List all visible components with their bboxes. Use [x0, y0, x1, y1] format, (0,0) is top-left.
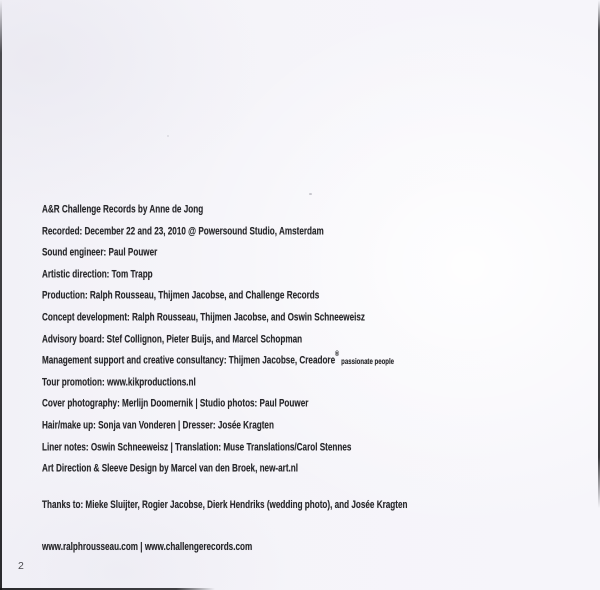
- thanks-line: [42, 495, 536, 517]
- credit-line: [42, 196, 518, 218]
- scan-edge-left: [0, 0, 2, 590]
- credit-line: [42, 390, 518, 412]
- scan-speck: [309, 193, 312, 195]
- credit-line: [42, 304, 518, 326]
- credit-text: Production: Ralph Rousseau, Thijmen Jacobse, and Challenge Records: [42, 290, 320, 303]
- scan-speck: [167, 135, 169, 137]
- credit-text: Recorded: December 22 and 23, 2010 @ Powersound Studio, Amsterdam: [42, 225, 324, 238]
- credit-small-text: passionate people: [341, 356, 395, 366]
- credit-text: A&R Challenge Records by Anne de Jong: [42, 203, 204, 216]
- credit-text: Management support and creative consultancy: Thijmen Jacobse, Creadore: [42, 354, 336, 367]
- credit-line: [42, 326, 518, 348]
- websites-text: www.ralphrousseau.com | www.challengerecords.com: [42, 541, 253, 553]
- thanks-text: Thanks to: Mieke Sluijter, Rogier Jacobse, Dierk Hendriks (wedding photo), and Josée Kragten: [42, 499, 408, 511]
- credit-text: Liner notes: Oswin Schneeweisz | Translation: Muse Translations/Carol Stennes: [42, 441, 352, 454]
- credit-text: Tour promotion: www.kikproductions.nl: [42, 376, 196, 389]
- credits-list: [42, 196, 518, 477]
- credit-line: [42, 218, 518, 240]
- credit-line: [42, 282, 518, 304]
- credit-text: Artistic direction: Tom Trapp: [42, 268, 153, 281]
- credit-text: Cover photography: Merlijn Doomernik | Studio photos: Paul Pouwer: [42, 398, 309, 410]
- credit-line: [42, 347, 518, 369]
- credit-line: [42, 434, 518, 456]
- page-number: 2: [18, 560, 24, 572]
- credit-text: Hair/make up: Sonja van Vonderen | Dresser: Josée Kragten: [42, 419, 274, 432]
- websites-line: [42, 537, 326, 559]
- credit-text: Art Direction & Sleeve Design by Marcel van den Broek, new-art.nl: [42, 462, 299, 475]
- credit-text: Advisory board: Stef Collignon, Pieter Buijs, and Marcel Schopman: [42, 333, 303, 346]
- credit-line: [42, 455, 518, 477]
- registered-mark: ®: [335, 350, 339, 358]
- credit-line: [42, 261, 518, 283]
- credit-text: Sound engineer: Paul Pouwer: [42, 246, 158, 259]
- credit-text: Concept development: Ralph Rousseau, Thijmen Jacobse, and Oswin Schneeweisz: [42, 311, 365, 324]
